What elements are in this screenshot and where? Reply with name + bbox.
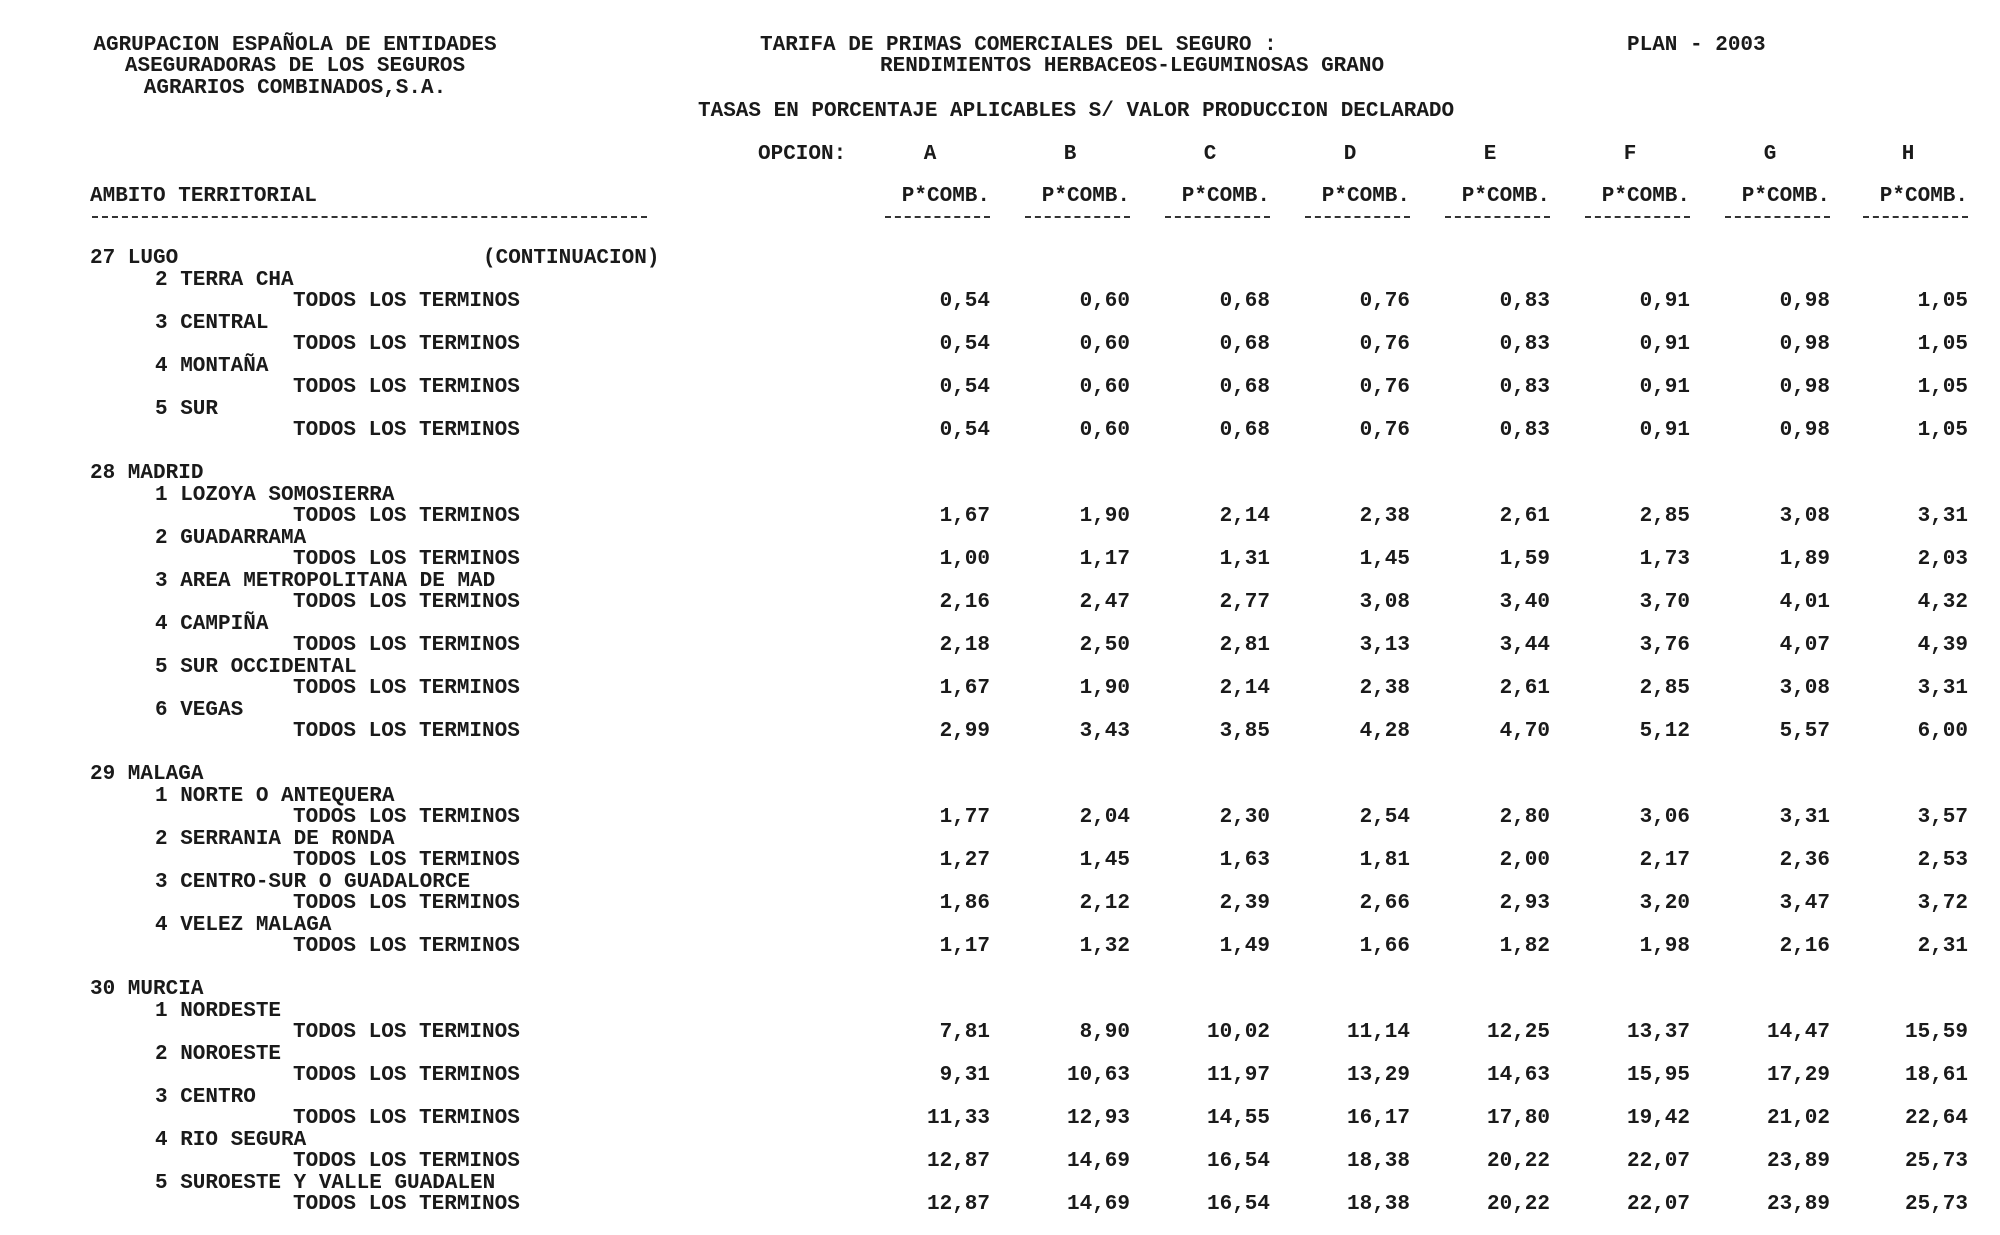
rate-cell-c: 2,14 [1219,505,1270,528]
rate-cell-g: 21,02 [1766,1107,1830,1130]
rate-cell-f: 19,42 [1626,1107,1690,1130]
rate-cell-f: 15,95 [1626,1064,1690,1087]
comarca-name: 2 TERRA CHA [155,268,294,292]
column-header-pcomb-h: P*COMB. [1879,185,1968,208]
rate-cell-d: 1,66 [1359,935,1410,958]
column-header-pcomb-e: P*COMB. [1461,185,1550,208]
comarca-name: 3 CENTRAL [155,311,269,335]
rate-cell-a: 1,17 [939,935,990,958]
rate-cell-b: 0,60 [1079,290,1130,313]
rate-cell-f: 0,91 [1639,290,1690,313]
column-underline-c [1165,216,1270,218]
rate-cell-d: 2,38 [1359,677,1410,700]
rate-cell-e: 2,61 [1499,677,1550,700]
rate-cell-c: 0,68 [1219,376,1270,399]
rate-cell-e: 20,22 [1486,1150,1550,1173]
rate-cell-d: 1,81 [1359,849,1410,872]
terms-label: TODOS LOS TERMINOS [293,935,520,958]
rate-cell-g: 3,31 [1779,806,1830,829]
rate-cell-c: 10,02 [1206,1021,1270,1044]
rate-cell-c: 3,85 [1219,720,1270,743]
terms-label: TODOS LOS TERMINOS [293,677,520,700]
rate-cell-d: 0,76 [1359,376,1410,399]
province-header: 29 MALAGA [90,763,204,786]
rate-cell-h: 6,00 [1917,720,1968,743]
rate-cell-h: 3,72 [1917,892,1968,915]
column-header-pcomb-g: P*COMB. [1741,185,1830,208]
rate-cell-g: 1,89 [1779,548,1830,571]
rate-cell-f: 22,07 [1626,1150,1690,1173]
rate-cell-d: 2,38 [1359,505,1410,528]
rate-cell-g: 17,29 [1766,1064,1830,1087]
rate-cell-b: 2,47 [1079,591,1130,614]
rate-cell-c: 2,39 [1219,892,1270,915]
rate-cell-a: 0,54 [939,290,990,313]
rate-cell-h: 22,64 [1904,1107,1968,1130]
rate-cell-c: 1,31 [1219,548,1270,571]
company-name-line-1: AGRUPACION ESPAÑOLA DE ENTIDADES [93,34,497,57]
rate-cell-b: 3,43 [1079,720,1130,743]
rate-cell-b: 2,50 [1079,634,1130,657]
rate-cell-a: 7,81 [939,1021,990,1044]
rate-cell-d: 18,38 [1346,1193,1410,1216]
rate-cell-d: 1,45 [1359,548,1410,571]
rate-cell-b: 1,45 [1079,849,1130,872]
terms-label: TODOS LOS TERMINOS [293,1064,520,1087]
rate-cell-e: 4,70 [1499,720,1550,743]
terms-label: TODOS LOS TERMINOS [293,419,520,442]
comarca-name: 4 RIO SEGURA [155,1128,307,1152]
comarca-name: 1 LOZOYA SOMOSIERRA [155,483,395,507]
rate-cell-e: 3,44 [1499,634,1550,657]
rate-cell-f: 1,73 [1639,548,1690,571]
rate-cell-g: 5,57 [1779,720,1830,743]
rate-cell-b: 2,12 [1079,892,1130,915]
terms-label: TODOS LOS TERMINOS [293,1193,520,1216]
rate-cell-f: 2,85 [1639,505,1690,528]
rate-cell-g: 0,98 [1779,376,1830,399]
rate-cell-c: 1,49 [1219,935,1270,958]
rate-cell-e: 14,63 [1486,1064,1550,1087]
rate-cell-c: 1,63 [1219,849,1270,872]
option-header-c: C [1203,143,1217,166]
rate-cell-g: 2,36 [1779,849,1830,872]
rate-cell-g: 4,01 [1779,591,1830,614]
terms-label: TODOS LOS TERMINOS [293,591,520,614]
rate-cell-g: 4,07 [1779,634,1830,657]
terms-label: TODOS LOS TERMINOS [293,505,520,528]
rate-cell-b: 0,60 [1079,333,1130,356]
rate-cell-a: 0,54 [939,419,990,442]
rate-cell-f: 0,91 [1639,333,1690,356]
rate-cell-d: 2,66 [1359,892,1410,915]
rate-cell-a: 0,54 [939,333,990,356]
rate-cell-a: 1,77 [939,806,990,829]
document-title: TARIFA DE PRIMAS COMERCIALES DEL SEGURO : [760,34,1277,57]
rate-cell-f: 2,17 [1639,849,1690,872]
rate-cell-e: 0,83 [1499,376,1550,399]
rate-cell-a: 1,86 [939,892,990,915]
rate-cell-h: 1,05 [1917,419,1968,442]
continuation-note: (CONTINUACION) [483,247,660,270]
comarca-name: 4 VELEZ MALAGA [155,913,332,937]
column-header-pcomb-a: P*COMB. [901,185,990,208]
terms-label: TODOS LOS TERMINOS [293,806,520,829]
rate-cell-e: 0,83 [1499,419,1550,442]
rate-cell-e: 0,83 [1499,290,1550,313]
column-header-pcomb-b: P*COMB. [1041,185,1130,208]
rate-cell-d: 0,76 [1359,419,1410,442]
province-header: 28 MADRID [90,462,204,485]
rate-cell-c: 0,68 [1219,333,1270,356]
option-header-a: A [923,143,937,166]
rate-cell-g: 0,98 [1779,333,1830,356]
rate-cell-c: 2,77 [1219,591,1270,614]
rate-cell-d: 0,76 [1359,333,1410,356]
rate-cell-a: 2,99 [939,720,990,743]
comarca-name: 1 NORTE O ANTEQUERA [155,784,395,808]
terms-label: TODOS LOS TERMINOS [293,290,520,313]
rate-cell-e: 3,40 [1499,591,1550,614]
rate-cell-a: 9,31 [939,1064,990,1087]
rate-cell-c: 2,81 [1219,634,1270,657]
rate-cell-e: 2,61 [1499,505,1550,528]
rate-cell-b: 1,90 [1079,677,1130,700]
province-header: 30 MURCIA [90,978,204,1001]
comarca-name: 3 AREA METROPOLITANA DE MAD [155,569,496,593]
rate-cell-b: 8,90 [1079,1021,1130,1044]
rate-cell-f: 2,85 [1639,677,1690,700]
rate-cell-c: 0,68 [1219,290,1270,313]
rate-cell-h: 3,57 [1917,806,1968,829]
rate-cell-a: 2,16 [939,591,990,614]
rate-cell-d: 4,28 [1359,720,1410,743]
terms-label: TODOS LOS TERMINOS [293,548,520,571]
rate-cell-d: 3,08 [1359,591,1410,614]
rate-cell-b: 1,17 [1079,548,1130,571]
document-subtitle: RENDIMIENTOS HERBACEOS-LEGUMINOSAS GRANO [880,55,1385,78]
option-header-f: F [1623,143,1637,166]
rate-cell-b: 14,69 [1066,1193,1130,1216]
rate-cell-g: 23,89 [1766,1150,1830,1173]
company-name-line-2: ASEGURADORAS DE LOS SEGUROS [124,55,466,78]
rates-description: TASAS EN PORCENTAJE APLICABLES S/ VALOR PRODUCCION DECLARADO [698,100,1455,123]
terms-label: TODOS LOS TERMINOS [293,333,520,356]
rate-cell-h: 15,59 [1904,1021,1968,1044]
rate-cell-h: 18,61 [1904,1064,1968,1087]
rate-cell-a: 1,00 [939,548,990,571]
rate-cell-h: 25,73 [1904,1150,1968,1173]
rate-cell-b: 1,32 [1079,935,1130,958]
rate-cell-f: 3,76 [1639,634,1690,657]
rate-cell-h: 1,05 [1917,376,1968,399]
rate-cell-f: 3,06 [1639,806,1690,829]
rate-cell-g: 2,16 [1779,935,1830,958]
rate-cell-h: 2,31 [1917,935,1968,958]
comarca-name: 2 GUADARRAMA [155,526,307,550]
column-header-pcomb-c: P*COMB. [1181,185,1270,208]
rate-cell-f: 0,91 [1639,419,1690,442]
rate-cell-e: 12,25 [1486,1021,1550,1044]
rate-cell-f: 0,91 [1639,376,1690,399]
rate-cell-b: 1,90 [1079,505,1130,528]
column-underline-e [1445,216,1550,218]
rate-cell-e: 1,59 [1499,548,1550,571]
rate-cell-a: 12,87 [926,1193,990,1216]
opcion-label: OPCION: [758,143,847,166]
rate-cell-e: 0,83 [1499,333,1550,356]
comarca-name: 6 VEGAS [155,698,244,722]
rate-cell-d: 16,17 [1346,1107,1410,1130]
rate-cell-g: 23,89 [1766,1193,1830,1216]
rate-cell-f: 3,20 [1639,892,1690,915]
rate-cell-h: 4,39 [1917,634,1968,657]
option-header-h: H [1901,143,1915,166]
rate-cell-f: 3,70 [1639,591,1690,614]
rate-cell-a: 1,27 [939,849,990,872]
column-underline-g [1725,216,1830,218]
rate-cell-e: 17,80 [1486,1107,1550,1130]
rate-cell-h: 1,05 [1917,290,1968,313]
rate-cell-g: 3,08 [1779,505,1830,528]
column-underline-d [1305,216,1410,218]
rate-cell-a: 1,67 [939,677,990,700]
rate-cell-c: 16,54 [1206,1193,1270,1216]
option-header-e: E [1483,143,1497,166]
terms-label: TODOS LOS TERMINOS [293,1107,520,1130]
terms-label: TODOS LOS TERMINOS [293,634,520,657]
ambito-underline [92,216,647,218]
rate-cell-g: 3,47 [1779,892,1830,915]
rate-cell-g: 14,47 [1766,1021,1830,1044]
terms-label: TODOS LOS TERMINOS [293,720,520,743]
rate-cell-c: 16,54 [1206,1150,1270,1173]
rate-cell-g: 3,08 [1779,677,1830,700]
rate-cell-h: 3,31 [1917,677,1968,700]
rate-cell-e: 20,22 [1486,1193,1550,1216]
rate-cell-h: 25,73 [1904,1193,1968,1216]
rate-cell-b: 14,69 [1066,1150,1130,1173]
rate-cell-g: 0,98 [1779,419,1830,442]
plan-label: PLAN - 2003 [1627,34,1766,57]
comarca-name: 2 NOROESTE [155,1042,282,1066]
rate-cell-a: 1,67 [939,505,990,528]
comarca-name: 2 SERRANIA DE RONDA [155,827,395,851]
option-header-d: D [1343,143,1357,166]
rate-cell-f: 1,98 [1639,935,1690,958]
rate-cell-b: 0,60 [1079,419,1130,442]
rate-cell-f: 22,07 [1626,1193,1690,1216]
rate-cell-h: 1,05 [1917,333,1968,356]
column-underline-h [1863,216,1968,218]
rate-cell-b: 2,04 [1079,806,1130,829]
rate-cell-d: 3,13 [1359,634,1410,657]
terms-label: TODOS LOS TERMINOS [293,376,520,399]
rate-cell-b: 12,93 [1066,1107,1130,1130]
column-underline-b [1025,216,1130,218]
ambito-territorial-label: AMBITO TERRITORIAL [90,185,317,208]
province-header: 27 LUGO [90,247,179,270]
rate-cell-c: 11,97 [1206,1064,1270,1087]
comarca-name: 4 CAMPIÑA [155,612,269,636]
comarca-name: 3 CENTRO [155,1085,256,1109]
rate-cell-e: 1,82 [1499,935,1550,958]
terms-label: TODOS LOS TERMINOS [293,849,520,872]
rate-cell-d: 11,14 [1346,1021,1410,1044]
rate-cell-d: 0,76 [1359,290,1410,313]
rate-cell-d: 13,29 [1346,1064,1410,1087]
comarca-name: 5 SUR [155,397,219,421]
rate-cell-d: 2,54 [1359,806,1410,829]
column-underline-f [1585,216,1690,218]
rate-cell-b: 10,63 [1066,1064,1130,1087]
column-underline-a [885,216,990,218]
comarca-name: 5 SUR OCCIDENTAL [155,655,357,679]
terms-label: TODOS LOS TERMINOS [293,1150,520,1173]
rate-cell-a: 2,18 [939,634,990,657]
terms-label: TODOS LOS TERMINOS [293,892,520,915]
comarca-name: 3 CENTRO-SUR O GUADALORCE [155,870,471,894]
rate-cell-a: 0,54 [939,376,990,399]
rate-cell-b: 0,60 [1079,376,1130,399]
comarca-name: 1 NORDESTE [155,999,282,1023]
rate-cell-f: 13,37 [1626,1021,1690,1044]
comarca-name: 5 SUROESTE Y VALLE GUADALEN [155,1171,496,1195]
column-header-pcomb-d: P*COMB. [1321,185,1410,208]
rate-cell-g: 0,98 [1779,290,1830,313]
rate-cell-h: 2,53 [1917,849,1968,872]
rate-cell-a: 12,87 [926,1150,990,1173]
company-name-line-3: AGRARIOS COMBINADOS,S.A. [143,77,447,100]
rate-cell-h: 3,31 [1917,505,1968,528]
rate-cell-e: 2,80 [1499,806,1550,829]
rate-cell-c: 14,55 [1206,1107,1270,1130]
option-header-g: G [1763,143,1777,166]
rate-cell-d: 18,38 [1346,1150,1410,1173]
rate-cell-e: 2,93 [1499,892,1550,915]
rate-cell-a: 11,33 [926,1107,990,1130]
rate-cell-h: 2,03 [1917,548,1968,571]
rate-cell-c: 0,68 [1219,419,1270,442]
rate-cell-h: 4,32 [1917,591,1968,614]
rate-cell-f: 5,12 [1639,720,1690,743]
rate-cell-c: 2,14 [1219,677,1270,700]
column-header-pcomb-f: P*COMB. [1601,185,1690,208]
terms-label: TODOS LOS TERMINOS [293,1021,520,1044]
option-header-b: B [1063,143,1077,166]
rate-cell-c: 2,30 [1219,806,1270,829]
comarca-name: 4 MONTAÑA [155,354,269,378]
rate-cell-e: 2,00 [1499,849,1550,872]
